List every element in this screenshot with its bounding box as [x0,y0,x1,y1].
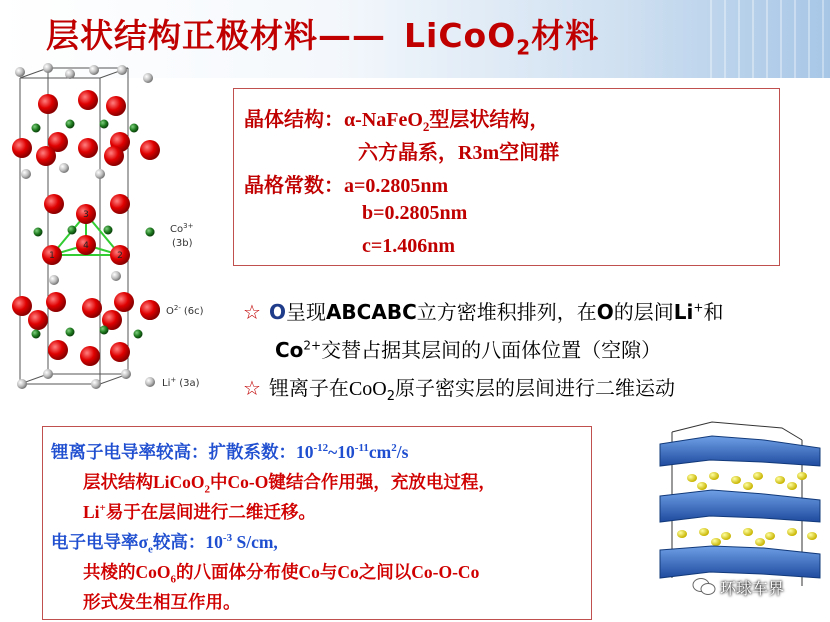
li-atom [111,271,121,281]
co-atom [104,226,113,235]
number-label-3: 3 [83,210,89,220]
li-atom [15,67,25,77]
co-atom [66,120,75,129]
o-atom [82,298,102,318]
li-atom [65,69,75,79]
li-atom [95,169,105,179]
layered-lattice-image [652,418,827,590]
o-atom [44,194,64,214]
banner-stripes [710,0,830,78]
o-atom [80,346,100,366]
o-atom [38,94,58,114]
octahedra-layer-1 [660,436,820,466]
li-atom [43,369,53,379]
co-atom [100,326,109,335]
co-atom [130,124,139,133]
number-label-1: 1 [49,251,55,261]
legend-o-label: $O^{2-}$ (6c) [166,304,204,317]
co-atom [32,330,41,339]
star-icon: ☆ [243,376,261,400]
number-label-4: 4 [83,241,89,251]
legend-co-atom [146,228,155,237]
structure-line-4: b=0.2805nm [362,202,468,224]
crystal-structure-diagram [8,62,253,402]
structure-line-2: 六方晶系，R3m空间群 [358,142,560,164]
structure-line-1: 晶体结构：α-NaFeO$_2$型层状结构， [244,109,550,134]
legend-li-atom [145,377,155,387]
li-atom [117,65,127,75]
legend-co-label: $Co^{3+}$ [170,222,194,235]
crystal-structure-box [233,88,780,266]
structure-line-5: c=1.406nm [362,235,456,257]
co-atom [100,120,109,129]
co-atom [68,226,77,235]
o-atom [28,310,48,330]
li-atom [121,369,131,379]
co-atom [134,330,143,339]
co-atom [32,124,41,133]
bullet-item-1-cont: $Co^{2+}$交替占据其层间的八面体位置（空隙） [275,338,662,362]
o-atom [46,292,66,312]
number-label-2: 2 [117,251,123,261]
li-atoms [15,63,153,389]
li-atom [143,73,153,83]
bullet-item-1: ☆ O呈现ABCABC立方密堆积排列，在O的层间Li+和 [243,300,724,324]
slide-title [46,10,599,60]
legend-li-label: Li+ (3a) [162,376,200,389]
conduct-line-3: Li+易于在层间进行二维迁移。 [83,502,316,522]
o-atom [78,138,98,158]
li-layer-1 [687,472,807,490]
octahedra-layer-2 [660,490,820,522]
li-atom [21,169,31,179]
conduct-line-2: 层状结构LiCoO$_2$中Co-O键结合作用强，充放电过程， [83,472,496,496]
o-atom [12,296,32,316]
co-atom [34,228,43,237]
conduct-line-5: 共棱的CoO$_6$的八面体分布使Co与Co之间以Co-O-Co [83,562,480,586]
o-atom [104,146,124,166]
o-atom [36,146,56,166]
conduct-line-1: 锂离子电导率较高：扩散系数：$10^{-12}\sim 10^{-11}cm^2/s$ [51,442,409,462]
o-atom [114,292,134,312]
li-atom [43,63,53,73]
o-atom [110,342,130,362]
star-icon: ☆ [243,300,261,324]
wechat-watermark [692,572,822,602]
o-atom [106,96,126,116]
li-atom [91,379,101,389]
title-formula: LiCoO$_2$材料 [404,16,600,60]
watermark-text: 环球车界 [720,578,785,598]
li-atom [89,65,99,75]
o-atom [78,90,98,110]
conductivity-box [42,426,592,620]
o-atom [48,340,68,360]
bullet-item-2: ☆ 锂离子在CoO$_2$原子密实层的层间进行二维运动 [243,376,676,404]
legend-co-site: (3b) [172,238,193,249]
co-atom [66,328,75,337]
li-atom [49,275,59,285]
structure-line-3: 晶格常数：a=0.2805nm [244,175,449,197]
o-atom [140,140,160,160]
legend-o-atom [140,300,160,320]
conduct-line-4: 电子电导率$\sigma_e$较高：$10^{-3}$ S/cm, [51,532,278,556]
wechat-logo-icon [692,577,716,597]
o-atom [110,194,130,214]
li-atom [59,163,69,173]
o-atom [12,138,32,158]
title-text: 层状结构正极材料—— [46,16,386,55]
conduct-line-6: 形式发生相互作用。 [83,592,241,612]
li-atom [17,379,27,389]
li-layer-2 [677,528,817,546]
